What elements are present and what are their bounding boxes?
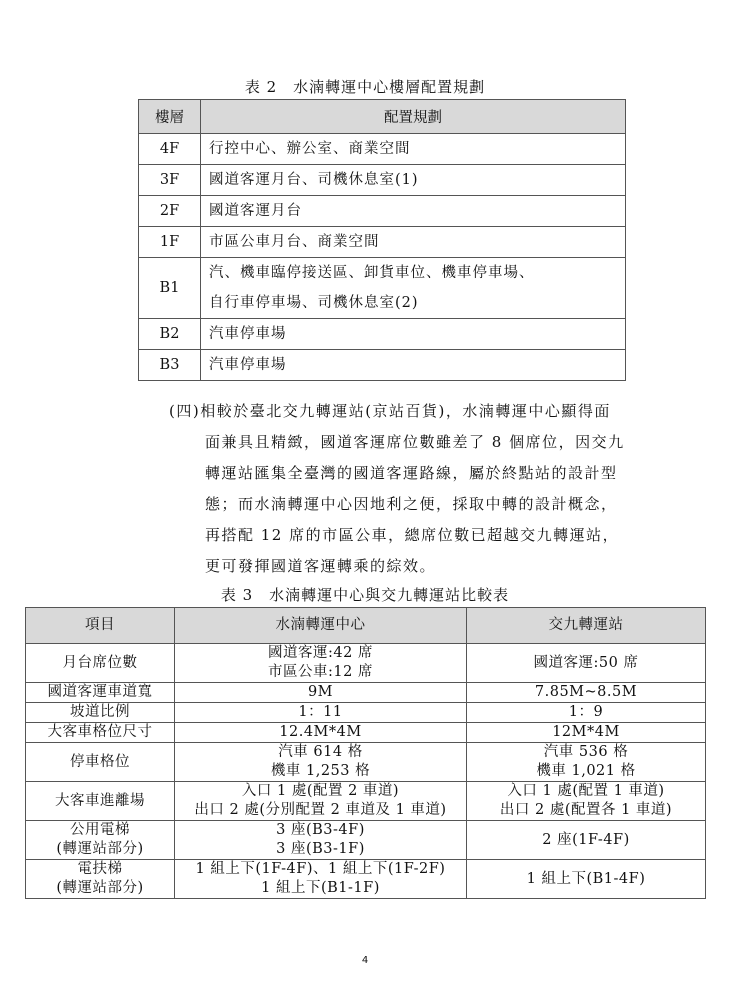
cell-line: 大客車進離場	[55, 792, 145, 809]
plan-line: 汽車停車場	[209, 357, 287, 373]
cell-line: 出口 2 處(配置各 1 車道)	[499, 802, 673, 818]
table3-header-item: 項目	[26, 608, 175, 644]
item-cell	[26, 683, 175, 703]
table2-row	[139, 196, 626, 227]
table2-row	[139, 350, 626, 381]
table2-header-floor: 樓層	[139, 100, 201, 134]
shuinan-cell	[175, 644, 467, 683]
cell-line: 汽車 614 格	[278, 744, 363, 760]
table3-header-jiaojiu: 交九轉運站	[467, 608, 706, 644]
table3-header-shuinan: 水湳轉運中心	[175, 608, 467, 644]
item-cell	[26, 743, 175, 782]
table3-row	[26, 743, 706, 782]
cell-line: 停車格位	[70, 753, 130, 770]
cell-line: 公用電梯	[70, 822, 130, 838]
floor-plan-table	[138, 99, 626, 381]
shuinan-cell	[175, 723, 467, 743]
cell-line: (轉運站部分)	[56, 841, 144, 857]
item-cell	[26, 703, 175, 723]
cell-line: 12.4M*4M	[279, 724, 362, 740]
paragraph-line: 態；而水湳轉運中心因地利之便，採取中轉的設計概念，	[205, 495, 618, 513]
cell-line: (轉運站部分)	[56, 880, 144, 896]
cell-line: 機車 1,021 格	[536, 763, 636, 779]
cell-line: 9M	[307, 684, 334, 700]
cell-line: 國道客運:50 席	[533, 654, 639, 671]
table2-header-plan: 配置規劃	[201, 100, 626, 134]
cell-line: 出口 2 處(分別配置 2 車道及 1 車道)	[194, 802, 447, 818]
table3-caption: 表 3 水湳轉運中心與交九轉運站比較表	[220, 586, 510, 604]
cell-line: 1 組上下(1F-4F)、1 組上下(1F-2F)	[195, 861, 446, 877]
plan-line: 汽、機車臨停接送區、卸貨車位、機車停車場、	[209, 265, 535, 281]
comparison-table	[25, 607, 706, 899]
table3-row	[26, 821, 706, 860]
paragraph-line: 更可發揮國道客運轉乘的綜效。	[205, 557, 437, 575]
cell-line: 3 座(B3-4F)	[276, 822, 365, 838]
floor-cell: 1F	[139, 227, 201, 258]
plan-cell	[201, 134, 626, 165]
plan-cell	[201, 227, 626, 258]
cell-line: 7.85M~8.5M	[534, 684, 638, 700]
cell-line: 月台席位數	[62, 654, 138, 671]
table3-row	[26, 703, 706, 723]
table2-row	[139, 227, 626, 258]
cell-line: 汽車 536 格	[543, 744, 629, 760]
cell-line: 1 組上下(B1-4F)	[526, 870, 646, 887]
jiaojiu-cell	[467, 860, 706, 899]
table3-row	[26, 782, 706, 821]
plan-cell	[201, 165, 626, 196]
cell-line: 國道客運車道寬	[47, 684, 153, 700]
table2-row	[139, 319, 626, 350]
item-cell	[26, 782, 175, 821]
paragraph-line: 再搭配 12 席的市區公車，總席位數已超越交九轉運站，	[205, 526, 620, 544]
table2-row	[139, 165, 626, 196]
floor-cell: 2F	[139, 196, 201, 227]
cell-line: 入口 1 處(配置 1 車道)	[507, 783, 665, 799]
floor-cell: 4F	[139, 134, 201, 165]
table3-row	[26, 860, 706, 899]
jiaojiu-cell	[467, 703, 706, 723]
plan-line: 行控中心、辦公室、商業空間	[209, 141, 411, 157]
item-cell	[26, 821, 175, 860]
table3-row	[26, 683, 706, 703]
plan-line: 市區公車月台、商業空間	[209, 234, 380, 250]
plan-line: 國道客運月台	[209, 203, 302, 219]
plan-cell	[201, 258, 626, 319]
shuinan-cell	[175, 782, 467, 821]
plan-cell	[201, 319, 626, 350]
table2-row	[139, 258, 626, 319]
plan-line: 自行車停車場、司機休息室(2)	[209, 295, 419, 311]
plan-cell	[201, 196, 626, 227]
shuinan-cell	[175, 703, 467, 723]
cell-line: 2 座(1F-4F)	[542, 831, 630, 848]
cell-line: 1 組上下(B1-1F)	[261, 880, 380, 896]
floor-cell: 3F	[139, 165, 201, 196]
jiaojiu-cell	[467, 743, 706, 782]
shuinan-cell	[175, 743, 467, 782]
paragraph-line: 轉運站匯集全臺灣的國道客運路線，屬於終點站的設計型	[205, 464, 618, 482]
table3-row	[26, 644, 706, 683]
jiaojiu-cell	[467, 683, 706, 703]
page-number: 4	[361, 955, 369, 966]
jiaojiu-cell	[467, 782, 706, 821]
table2-row	[139, 134, 626, 165]
cell-line: 機車 1,253 格	[270, 763, 371, 779]
shuinan-cell	[175, 860, 467, 899]
cell-line: 1：9	[568, 704, 604, 720]
paragraph-line: (四)相較於臺北交九轉運站(京站百貨)，水湳轉運中心顯得面	[169, 402, 611, 420]
floor-cell: B3	[139, 350, 201, 381]
table2-caption: 表 2 水湳轉運中心樓層配置規劃	[244, 78, 486, 96]
shuinan-cell	[175, 821, 467, 860]
item-cell	[26, 644, 175, 683]
plan-line: 國道客運月台、司機休息室(1)	[209, 172, 419, 188]
shuinan-cell	[175, 683, 467, 703]
cell-line: 1：11	[298, 704, 343, 720]
cell-line: 大客車格位尺寸	[47, 724, 153, 740]
floor-cell: B1	[139, 258, 201, 319]
cell-line: 12M*4M	[552, 724, 620, 740]
floor-cell: B2	[139, 319, 201, 350]
cell-line: 市區公車:12 席	[268, 664, 373, 680]
cell-line: 國道客運:42 席	[268, 645, 373, 661]
jiaojiu-cell	[467, 821, 706, 860]
item-cell	[26, 723, 175, 743]
plan-line: 汽車停車場	[209, 326, 287, 342]
table3-row	[26, 723, 706, 743]
cell-line: 3 座(B3-1F)	[276, 841, 365, 857]
paragraph-line: 面兼具且精緻，國道客運席位數雖差了 8 個席位，因交九	[205, 433, 625, 451]
jiaojiu-cell	[467, 723, 706, 743]
item-cell	[26, 860, 175, 899]
jiaojiu-cell	[467, 644, 706, 683]
plan-cell	[201, 350, 626, 381]
cell-line: 電扶梯	[77, 861, 123, 877]
cell-line: 入口 1 處(配置 2 車道)	[241, 783, 400, 799]
cell-line: 坡道比例	[70, 704, 130, 720]
